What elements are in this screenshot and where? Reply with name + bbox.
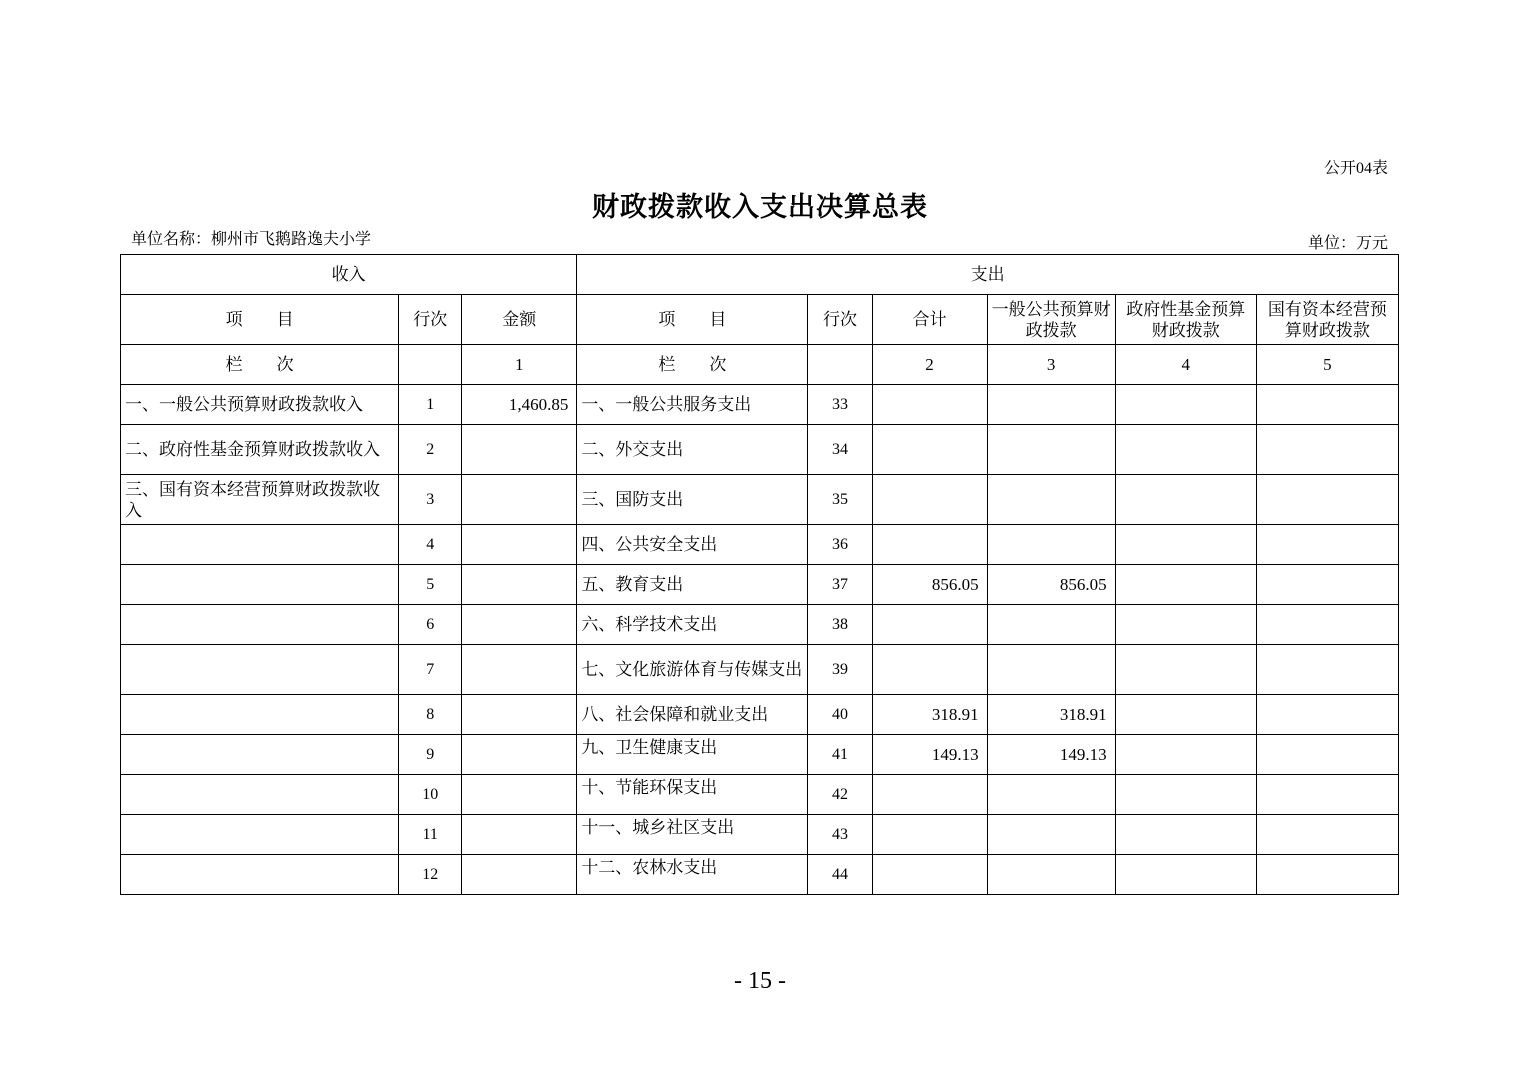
- income-item-cell: 二、政府性基金预算财政拨款收入: [121, 425, 399, 475]
- expense-row-no-cell: 41: [808, 735, 872, 775]
- income-item-cell: [121, 855, 399, 895]
- empty-cell: [808, 345, 872, 385]
- fund-budget-cell: [1115, 475, 1256, 525]
- general-budget-cell: 149.13: [987, 735, 1115, 775]
- table-row: [121, 855, 1399, 895]
- fund-budget-cell: [1115, 855, 1256, 895]
- general-budget-cell: 318.91: [987, 695, 1115, 735]
- income-row-no-cell: 1: [399, 385, 462, 425]
- table-row: [121, 475, 1399, 525]
- state-capital-cell: [1256, 855, 1398, 895]
- total-cell: [872, 525, 987, 565]
- expense-header: 支出: [577, 255, 1399, 295]
- total-cell: [872, 855, 987, 895]
- general-budget-cell: [987, 475, 1115, 525]
- fund-budget-cell: [1115, 775, 1256, 815]
- income-amount-cell: 1,460.85: [462, 385, 577, 425]
- fund-budget-cell: [1115, 385, 1256, 425]
- total-cell: [872, 815, 987, 855]
- expense-row-no-cell: 34: [808, 425, 872, 475]
- state-capital-cell: [1256, 735, 1398, 775]
- total-cell: [872, 645, 987, 695]
- total-cell: [872, 605, 987, 645]
- income-item-cell: [121, 605, 399, 645]
- expense-row-no-cell: 35: [808, 475, 872, 525]
- expense-item-header: 项 目: [577, 295, 808, 345]
- income-row-no-cell: 4: [399, 525, 462, 565]
- total-cell: 856.05: [872, 565, 987, 605]
- income-amount-cell: [462, 855, 577, 895]
- expense-row-no-cell: 38: [808, 605, 872, 645]
- fund-budget-cell: [1115, 565, 1256, 605]
- state-capital-header: 国有资本经营预算财政拨款: [1256, 295, 1398, 345]
- income-row-no-cell: 11: [399, 815, 462, 855]
- table-row: [121, 815, 1399, 855]
- general-budget-cell: [987, 385, 1115, 425]
- expense-row-no-cell: 39: [808, 645, 872, 695]
- fund-budget-cell: [1115, 525, 1256, 565]
- income-row-no-cell: 2: [399, 425, 462, 475]
- column-number-3: 3: [987, 345, 1115, 385]
- table-row: [121, 525, 1399, 565]
- general-budget-cell: [987, 525, 1115, 565]
- fund-budget-cell: [1115, 735, 1256, 775]
- income-item-cell: [121, 565, 399, 605]
- form-code: 公开04表: [1323, 160, 1388, 177]
- income-amount-cell: [462, 735, 577, 775]
- general-budget-cell: [987, 815, 1115, 855]
- general-budget-cell: [987, 645, 1115, 695]
- expense-item-cell: 四、公共安全支出: [577, 525, 808, 565]
- income-amount-cell: [462, 815, 577, 855]
- appropriation-table: [120, 254, 1399, 895]
- income-row-no-cell: 9: [399, 735, 462, 775]
- expense-row-no-cell: 33: [808, 385, 872, 425]
- expense-row-no-header: 行次: [808, 295, 872, 345]
- expense-item-cell: 十一、城乡社区支出: [577, 815, 808, 855]
- expense-item-cell: 七、文化旅游体育与传媒支出: [577, 645, 808, 695]
- state-capital-cell: [1256, 815, 1398, 855]
- income-amount-cell: [462, 775, 577, 815]
- income-amount-cell: [462, 525, 577, 565]
- header-row-sections: [121, 255, 1399, 295]
- expense-item-cell: 十二、农林水支出: [577, 855, 808, 895]
- income-row-no-cell: 8: [399, 695, 462, 735]
- income-column-label: 栏 次: [121, 345, 399, 385]
- total-cell: [872, 475, 987, 525]
- table-row: [121, 775, 1399, 815]
- unit-label: 单位：万元: [1307, 235, 1388, 252]
- income-item-cell: 三、国有资本经营预算财政拨款收入: [121, 475, 399, 525]
- income-item-cell: [121, 735, 399, 775]
- general-budget-cell: 856.05: [987, 565, 1115, 605]
- state-capital-cell: [1256, 645, 1398, 695]
- expense-item-cell: 一、一般公共服务支出: [577, 385, 808, 425]
- fund-budget-cell: [1115, 645, 1256, 695]
- table-row: [121, 565, 1399, 605]
- state-capital-cell: [1256, 385, 1398, 425]
- income-row-no-cell: 7: [399, 645, 462, 695]
- expense-item-cell: 五、教育支出: [577, 565, 808, 605]
- column-number-4: 4: [1115, 345, 1256, 385]
- total-header: 合计: [872, 295, 987, 345]
- state-capital-cell: [1256, 475, 1398, 525]
- fund-budget-cell: [1115, 425, 1256, 475]
- page-title: 财政拨款收入支出决算总表: [592, 192, 928, 222]
- general-budget-cell: [987, 605, 1115, 645]
- income-item-cell: [121, 775, 399, 815]
- general-budget-cell: [987, 425, 1115, 475]
- header-row-columns: [121, 295, 1399, 345]
- expense-row-no-cell: 36: [808, 525, 872, 565]
- income-amount-cell: [462, 695, 577, 735]
- expense-row-no-cell: 44: [808, 855, 872, 895]
- income-row-no-header: 行次: [399, 295, 462, 345]
- state-capital-cell: [1256, 775, 1398, 815]
- fund-budget-header: 政府性基金预算财政拨款: [1115, 295, 1256, 345]
- general-budget-cell: [987, 855, 1115, 895]
- state-capital-cell: [1256, 565, 1398, 605]
- column-number-1: 1: [462, 345, 577, 385]
- fund-budget-cell: [1115, 605, 1256, 645]
- amount-header: 金额: [462, 295, 577, 345]
- table-row: [121, 385, 1399, 425]
- income-item-cell: 一、一般公共预算财政拨款收入: [121, 385, 399, 425]
- income-row-no-cell: 5: [399, 565, 462, 605]
- state-capital-cell: [1256, 525, 1398, 565]
- expense-row-no-cell: 42: [808, 775, 872, 815]
- income-row-no-cell: 10: [399, 775, 462, 815]
- expense-item-cell: 二、外交支出: [577, 425, 808, 475]
- income-item-cell: [121, 645, 399, 695]
- total-cell: 318.91: [872, 695, 987, 735]
- income-amount-cell: [462, 425, 577, 475]
- expense-row-no-cell: 43: [808, 815, 872, 855]
- expense-item-cell: 三、国防支出: [577, 475, 808, 525]
- income-item-cell: [121, 695, 399, 735]
- income-row-no-cell: 3: [399, 475, 462, 525]
- fund-budget-cell: [1115, 815, 1256, 855]
- column-number-2: 2: [872, 345, 987, 385]
- page-number: - 15 -: [734, 968, 786, 994]
- income-item-header: 项 目: [121, 295, 399, 345]
- income-row-no-cell: 6: [399, 605, 462, 645]
- column-number-row: [121, 345, 1399, 385]
- table-row: [121, 645, 1399, 695]
- expense-item-cell: 十、节能环保支出: [577, 775, 808, 815]
- table-row: [121, 605, 1399, 645]
- column-number-5: 5: [1256, 345, 1398, 385]
- total-cell: 149.13: [872, 735, 987, 775]
- table-row: [121, 695, 1399, 735]
- expense-row-no-cell: 40: [808, 695, 872, 735]
- total-cell: [872, 425, 987, 475]
- income-amount-cell: [462, 645, 577, 695]
- empty-cell: [399, 345, 462, 385]
- total-cell: [872, 385, 987, 425]
- table-row: [121, 425, 1399, 475]
- expense-item-cell: 八、社会保障和就业支出: [577, 695, 808, 735]
- general-budget-header: 一般公共预算财政拨款: [987, 295, 1115, 345]
- expense-item-cell: 九、卫生健康支出: [577, 735, 808, 775]
- general-budget-cell: [987, 775, 1115, 815]
- income-item-cell: [121, 815, 399, 855]
- table-row: [121, 735, 1399, 775]
- expense-item-cell: 六、科学技术支出: [577, 605, 808, 645]
- total-cell: [872, 775, 987, 815]
- income-header: 收入: [121, 255, 577, 295]
- income-amount-cell: [462, 475, 577, 525]
- unit-name: 单位名称：柳州市飞鹅路逸夫小学: [131, 231, 372, 248]
- expense-column-label: 栏 次: [577, 345, 808, 385]
- income-amount-cell: [462, 565, 577, 605]
- expense-row-no-cell: 37: [808, 565, 872, 605]
- fund-budget-cell: [1115, 695, 1256, 735]
- state-capital-cell: [1256, 425, 1398, 475]
- table-body: [121, 255, 1399, 895]
- state-capital-cell: [1256, 695, 1398, 735]
- income-amount-cell: [462, 605, 577, 645]
- state-capital-cell: [1256, 605, 1398, 645]
- income-item-cell: [121, 525, 399, 565]
- income-row-no-cell: 12: [399, 855, 462, 895]
